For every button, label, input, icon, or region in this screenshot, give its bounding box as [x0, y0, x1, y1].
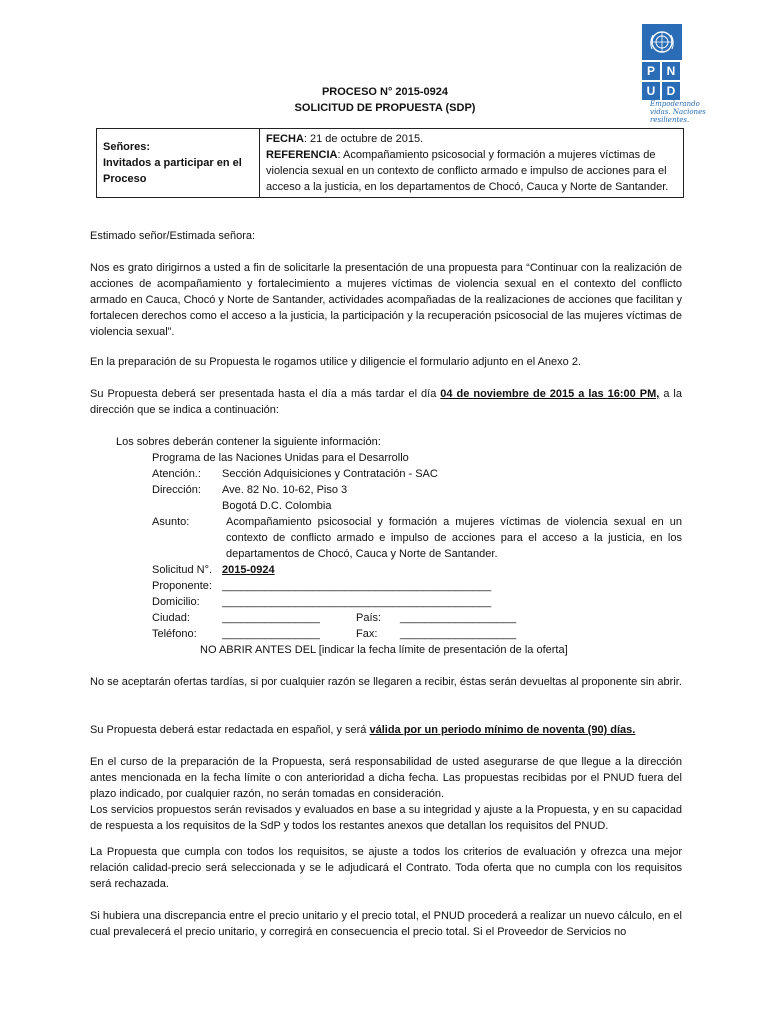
date-value: : 21 de octubre de 2015.: [303, 133, 424, 145]
recipient-salutation: Señores:: [103, 141, 151, 153]
date-line: [266, 131, 677, 147]
pais-label: País:: [356, 612, 382, 624]
paragraph-selection: La Propuesta que cumpla con todos los requisitos, se ajuste a todos los criterios de evaluación y ofrezca una mejor relación calidad-precio será seleccionada y se le adjudicará el Contrato. Toda oferta que no cumpla con los requisitos será rechazada.: [90, 846, 682, 890]
logo-tagline: Empoderando vidas. Naciones resilientes.: [650, 100, 706, 124]
paragraph-discrepancy: Si hubiera una discrepancia entre el precio unitario y el precio total, el PNUD procederá a realizar un nuevo cálculo, en el cual prevalecerá el precio unitario, y corregirá en consecuencia el precio total. Si el Proveedor de Servicios no: [90, 910, 682, 938]
paragraph-validity: [90, 722, 682, 738]
paragraph-deadline: [90, 386, 682, 418]
asunto-label: Asunto:: [152, 516, 190, 528]
paragraph-evaluation: Los servicios propuestos serán revisados y evaluados en base a su integridad y ajuste a la Propuesta, y en su capacidad de respuesta a los requisitos de la SdP y todos los restantes anexos que detallan los requisitos del PNUD.: [90, 804, 682, 832]
atencion-value: Sección Adquisiciones y Contratación - SAC: [222, 468, 438, 480]
paragraph-intro: Nos es grato dirigirnos a usted a fin de solicitarle la presentación de una propuesta para “Continuar con la realización de acciones de acompañamiento y fortalecimiento a mujeres víctimas de violencia sexual en el contexto del conflicto armado en Cauca, Chocó y Norte de Santander, actividades acompañadas de la realizaciones de acciones que facilitan y fortalecen derechos como el acceso a la justicia, la participación y la recuperación psicosocial de las mujeres víctimas de violencia sexual”.: [90, 262, 682, 338]
domicilio-blank: ____________________________________________: [222, 596, 492, 608]
no-abrir-notice: NO ABRIR ANTES DEL [indicar la fecha límite de presentación de la oferta]: [200, 644, 568, 656]
logo-letter-u: U: [642, 82, 660, 100]
reference-label: REFERENCIA: [266, 149, 338, 161]
direccion-label: Dirección:: [152, 484, 201, 496]
validity-pre: Su Propuesta deberá estar redactada en español, y será: [90, 724, 370, 736]
proponente-label: Proponente:: [152, 580, 212, 592]
recipient-description: Invitados a participar en el Proceso: [103, 157, 242, 185]
organization-name: Programa de las Naciones Unidas para el Desarrollo: [152, 452, 409, 464]
logo-letter-p: P: [642, 62, 660, 80]
fax-label: Fax:: [356, 628, 378, 640]
ciudad-label: Ciudad:: [152, 612, 190, 624]
deadline-date: 04 de noviembre de 2015 a las 16:00 PM,: [440, 388, 660, 400]
reference-line: [266, 147, 677, 195]
telefono-label: Teléfono:: [152, 628, 197, 640]
paragraph-responsibility: En el curso de la preparación de la Propuesta, será responsabilidad de usted asegurarse de que llegue a la dirección antes mencionada en la fecha límite o con anterioridad a dicha fecha. Las propuestas recibidas por el PNUD fuera del plazo indicado, por cualquier razón, no serán tomadas en consideración.: [90, 756, 682, 800]
telefono-blank: ________________: [222, 628, 320, 640]
proponente-blank: ____________________________________________: [222, 580, 492, 592]
atencion-label: Atención.:: [152, 468, 201, 480]
ciudad-blank: ________________: [222, 612, 320, 624]
reference-cell: [260, 129, 684, 198]
paragraph-form: En la preparación de su Propuesta le rogamos utilice y diligencie el formulario adjunto en el Anexo 2.: [90, 356, 582, 368]
reference-value: : Acompañamiento psicosocial y formación a mujeres víctimas de violencia sexual en un contexto de conflicto armado e impulso de acciones para el acceso a la justicia, en los departamentos de Chocó, Cauca y Norte de Santander.: [266, 149, 669, 193]
deadline-pre: Su Propuesta deberá ser presentada hasta el día a más tardar el día: [90, 388, 441, 400]
asunto-value: Acompañamiento psicosocial y formación a mujeres víctimas de violencia sexual en un contexto de conflicto armado e impulso de acciones para el acceso a la justicia, en los departamentos de Chocó, Cauca y Norte de Santander.: [226, 516, 682, 560]
city-value: Bogotá D.C. Colombia: [222, 500, 332, 512]
domicilio-label: Domicilio:: [152, 596, 200, 608]
pais-blank: ___________________: [400, 612, 517, 624]
envelope-intro: Los sobres deberán contener la siguiente información:: [116, 436, 381, 448]
logo-letter-d: D: [662, 82, 680, 100]
recipient-table: [96, 128, 684, 198]
fax-blank: ___________________: [400, 628, 517, 640]
date-label: FECHA: [266, 133, 304, 145]
recipient-cell: [97, 129, 260, 198]
document-title: SOLICITUD DE PROPUESTA (SDP): [294, 102, 476, 114]
validity-period: válida por un periodo mínimo de noventa (90) días.: [369, 724, 636, 736]
greeting: Estimado señor/Estimada señora:: [90, 230, 256, 242]
solicitud-value: 2015-0924: [222, 564, 275, 576]
paragraph-late-offers: No se aceptarán ofertas tardías, si por cualquier razón se llegaren a recibir, éstas serán devueltas al proponente sin abrir.: [90, 676, 682, 688]
process-number: PROCESO N° 2015-0924: [321, 86, 449, 98]
direccion-value: Ave. 82 No. 10-62, Piso 3: [222, 484, 348, 496]
un-emblem-icon: [642, 24, 682, 60]
logo-letter-n: N: [662, 62, 680, 80]
deadline-post: a la dirección que se indica a continuación:: [90, 388, 682, 416]
solicitud-label: Solicitud N°.: [152, 564, 213, 576]
